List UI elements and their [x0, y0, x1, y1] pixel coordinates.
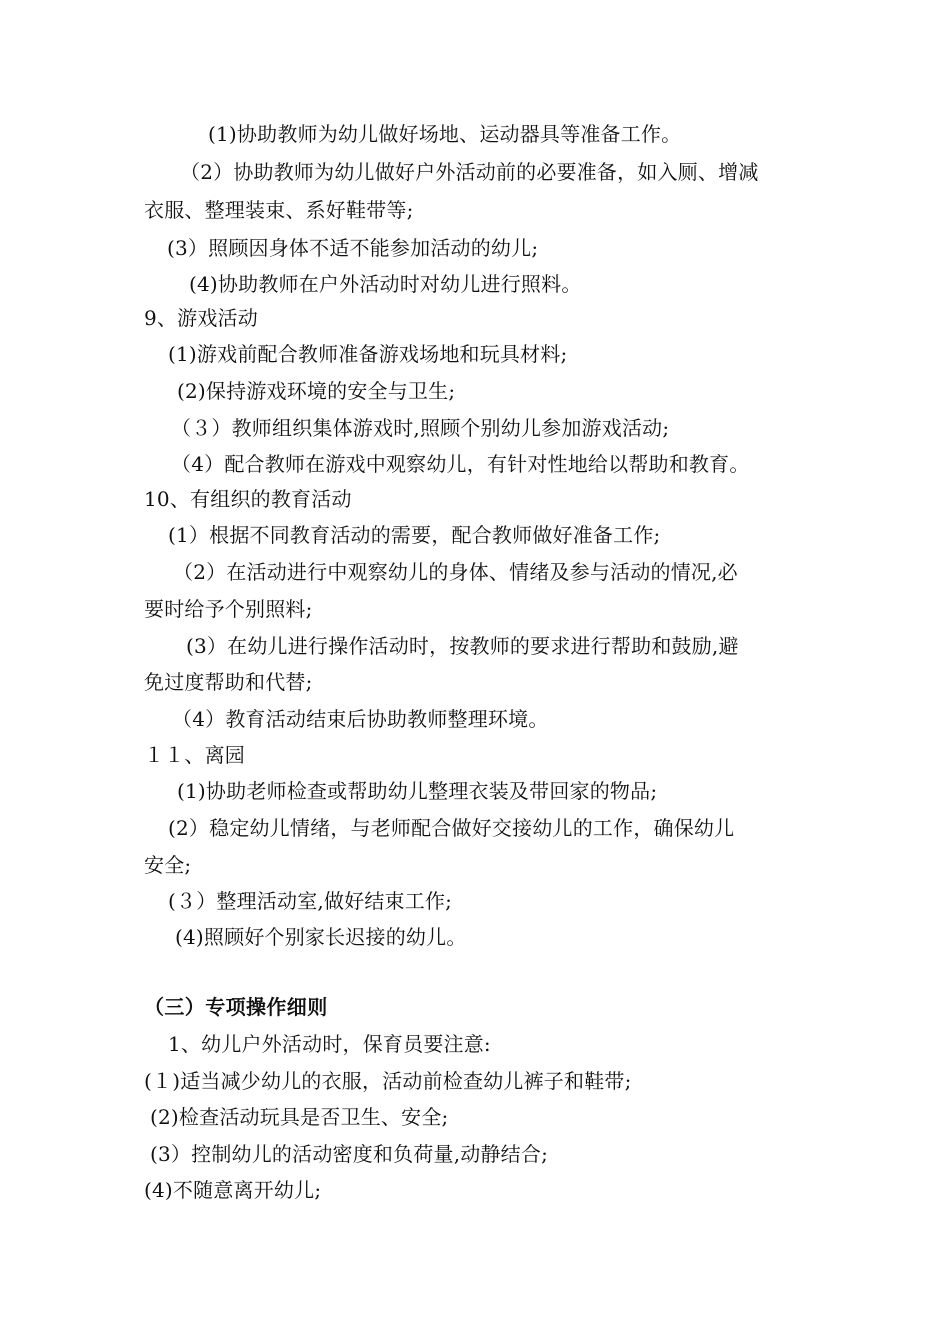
paragraph-line: (3）在幼儿进行操作活动时，按教师的要求进行帮助和鼓励,避 — [186, 634, 739, 658]
paragraph-line: 安全; — [144, 853, 192, 877]
paragraph-line: (３）整理活动室,做好结束工作; — [168, 889, 453, 913]
paragraph-line: (2）稳定幼儿情绪，与老师配合做好交接幼儿的工作，确保幼儿 — [168, 816, 735, 840]
section-heading: 9、游戏活动 — [144, 306, 258, 330]
section-heading: １１、离园 — [144, 743, 245, 767]
paragraph-line: (1)协助教师为幼儿做好场地、运动器具等准备工作。 — [208, 122, 682, 146]
paragraph-line: (1）根据不同教育活动的需要，配合教师做好准备工作; — [168, 523, 661, 547]
paragraph-line: (1)游戏前配合教师准备游戏场地和玩具材料; — [168, 342, 568, 366]
paragraph-line: (4)不随意离开幼儿; — [144, 1178, 322, 1202]
paragraph-line: 免过度帮助和代替; — [144, 670, 313, 694]
paragraph-line: (１)适当减少幼儿的衣服，活动前检查幼儿裤子和鞋带; — [144, 1069, 632, 1093]
section-heading: 10、有组织的教育活动 — [144, 487, 352, 511]
paragraph-line: (4)照顾好个别家长迟接的幼儿。 — [175, 925, 467, 949]
paragraph-line: (2)检查活动玩具是否卫生、安全; — [150, 1105, 449, 1129]
paragraph-line: 要时给予个别照料; — [144, 597, 313, 621]
section-title: （三）专项操作细则 — [144, 995, 328, 1019]
paragraph-line: (3）控制幼儿的活动密度和负荷量,动静结合; — [150, 1142, 549, 1166]
paragraph-line: (3）照顾因身体不适不能参加活动的幼儿; — [167, 236, 539, 260]
paragraph-line: 衣服、整理装束、系好鞋带等; — [144, 198, 414, 222]
paragraph-line: (2)保持游戏环境的安全与卫生; — [177, 379, 456, 403]
paragraph-line: （4）教育活动结束后协助教师整理环境。 — [172, 707, 549, 731]
paragraph-line: （4）配合教师在游戏中观察幼儿，有针对性地给以帮助和教育。 — [171, 452, 750, 476]
paragraph-line: (4)协助教师在户外活动时对幼儿进行照料。 — [189, 272, 582, 296]
paragraph-line: 1、幼儿户外活动时，保育员要注意: — [168, 1032, 491, 1056]
paragraph-line: (1)协助老师检查或帮助幼儿整理衣装及带回家的物品; — [177, 779, 658, 803]
paragraph-line: （2）协助教师为幼儿做好户外活动前的必要准备，如入厕、增减 — [180, 160, 759, 184]
paragraph-line: （３）教师组织集体游戏时,照顾个别幼儿参加游戏活动; — [171, 416, 670, 440]
paragraph-line: （2）在活动进行中观察幼儿的身体、情绪及参与活动的情况,必 — [173, 560, 738, 584]
